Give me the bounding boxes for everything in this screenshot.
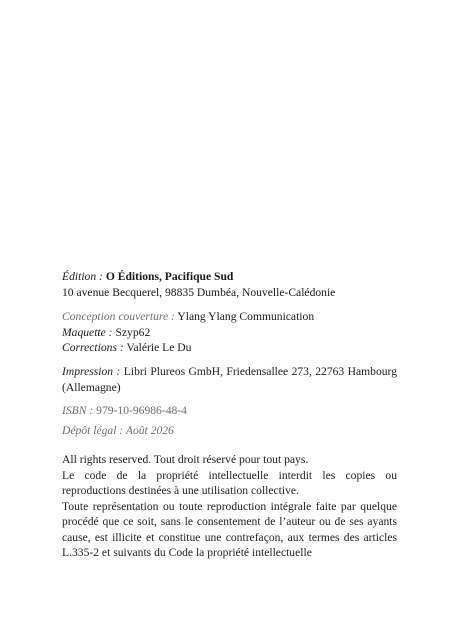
edition-block [62, 269, 397, 300]
rights-line: All rights reserved. Tout droit réservé pour tout pays. [62, 453, 309, 466]
credits-block [62, 309, 397, 356]
credit-cover [62, 309, 397, 325]
publisher-address: 10 avenue Becquerel, 98835 Dumbéa, Nouvelle-Calédonie [62, 285, 336, 299]
impression-line [62, 364, 397, 395]
isbn-value: 979-10-96986-48-4 [96, 404, 187, 417]
publisher-name: O Éditions, Pacifique Sud [105, 270, 234, 283]
rights-paragraph-reproduction: Toute représentation ou toute reproduction intégrale faite par quelque procédé que ce soit, sans le consentement de l’auteur ou de ses ayants cause, est illicite et constitue une contrefaçon, aux termes des articles L.335-2 et suivants du Code la propriété intellectuelle [62, 499, 397, 559]
credit-cover-label: Conception couverture : [62, 310, 175, 323]
credit-layout-value: Szyp62 [115, 325, 151, 339]
edition-line [62, 269, 397, 285]
rights-paragraph-copies: Le code de la propriété intellectuelle interdit les copies ou reproductions destinées à une utilisation collective. [62, 468, 397, 497]
credit-layout-label: Maquette : [62, 325, 113, 339]
credit-corrections [62, 340, 397, 356]
edition-label: Édition : [62, 270, 103, 283]
legal-deposit: Dépôt légal : Août 2026 [62, 424, 174, 437]
credit-corrections-value: Valérie Le Du [126, 341, 192, 354]
credit-corrections-label: Corrections : [62, 341, 124, 354]
credit-cover-value: Ylang Ylang Communication [177, 310, 315, 323]
rights-block [62, 452, 397, 561]
isbn-label: ISBN : [62, 404, 94, 417]
isbn-block [62, 403, 397, 419]
credit-layout [62, 325, 397, 341]
impression-value: Libri Plureos GmbH, Friedensallee 273, 22763 Hambourg (Allemagne) [62, 365, 397, 394]
legal-deposit-block [62, 423, 397, 439]
impression-block [62, 364, 397, 395]
impression-label: Impression : [62, 365, 121, 378]
